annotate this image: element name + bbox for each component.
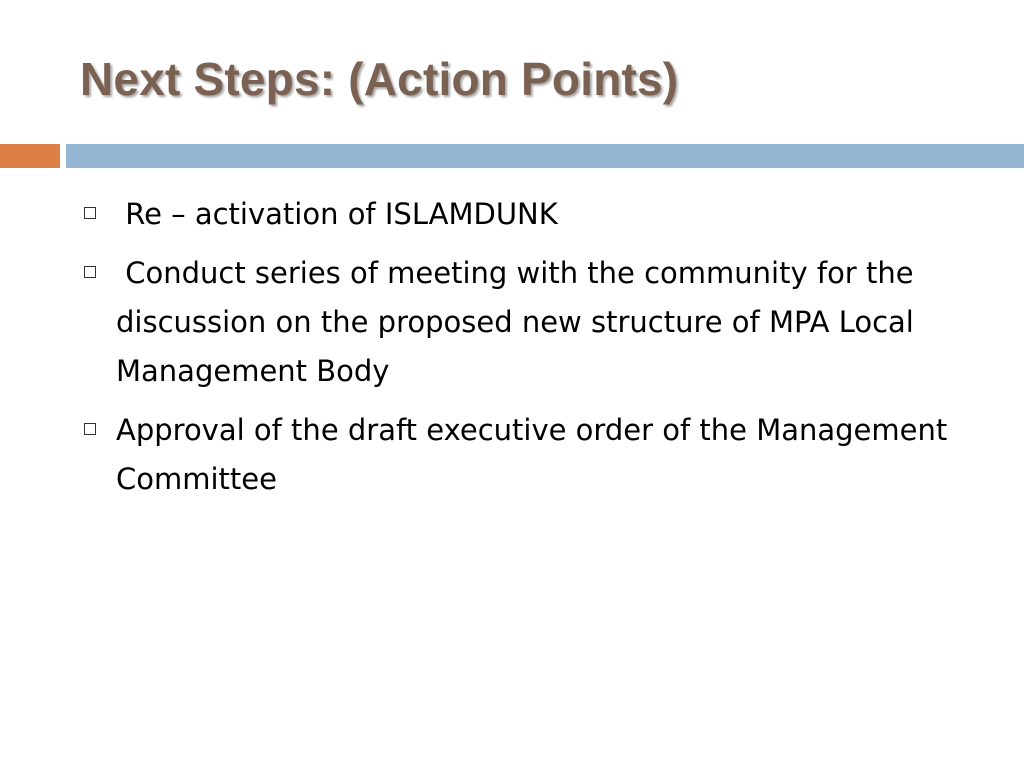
bullet-item <box>80 249 980 396</box>
square-bullet-icon <box>84 266 96 278</box>
bullet-text: Re – activation of ISLAMDUNK <box>116 197 558 231</box>
bullet-list <box>80 190 980 514</box>
slide-title: Next Steps: (Action Points) <box>80 53 679 105</box>
bullet-item <box>80 406 980 504</box>
bullet-text: Conduct series of meeting with the community for the discussion on the proposed new structure of MPA Local Management Body <box>116 256 924 388</box>
bullet-item <box>80 190 980 239</box>
accent-bar-orange <box>0 144 60 168</box>
square-bullet-icon <box>84 423 96 435</box>
accent-bar-blue <box>66 144 1024 168</box>
square-bullet-icon <box>84 207 96 219</box>
bullet-text: Approval of the draft executive order of the Management Committee <box>116 413 957 496</box>
